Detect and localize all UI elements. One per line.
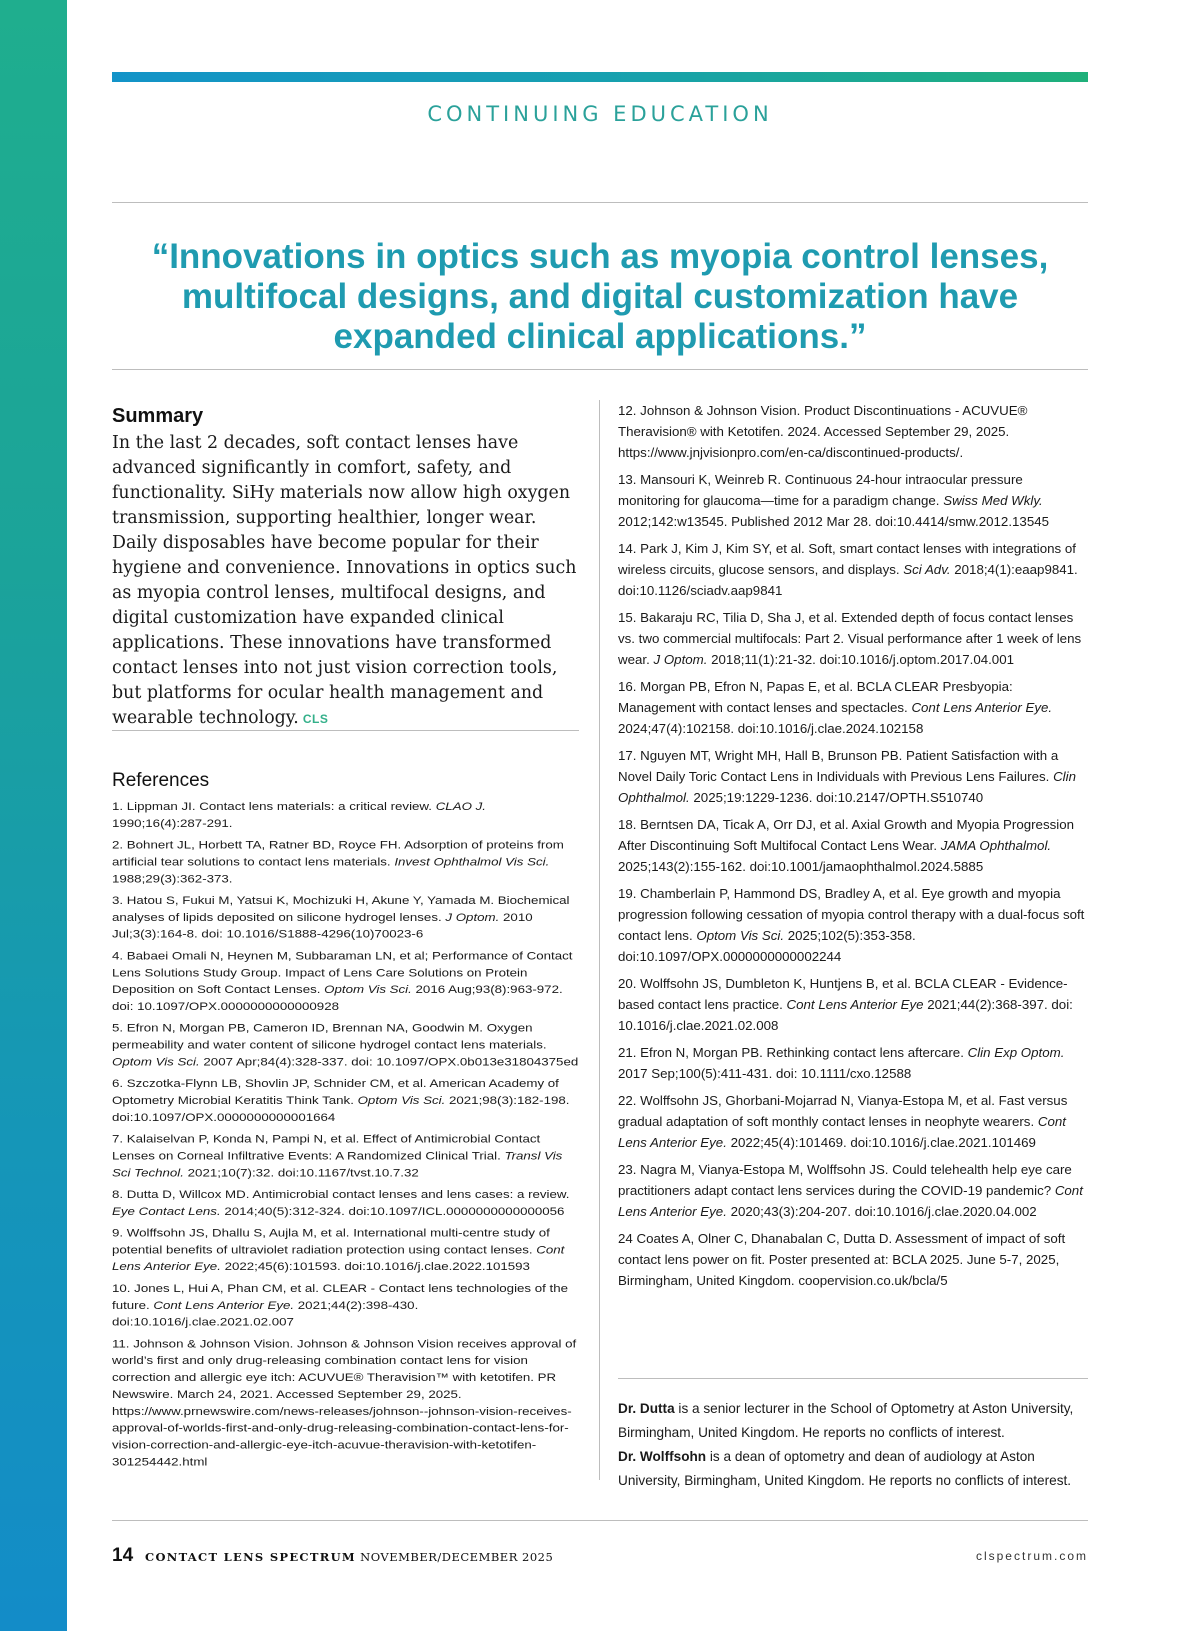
column-divider [599,400,600,1480]
reference-text: 14. Park J, Kim J, Kim SY, et al. Soft, smart contact lenses with integrations of wireless circuits, glucose sensors, and displays. [618,541,1076,577]
pull-quote: “Innovations in optics such as myopia control lenses, multifocal designs, and digital customization have expanded clinical applications.” [151,237,1049,356]
reference-details: 2025;143(2):155-162. doi:10.1001/jamaophthalmol.2024.5885 [618,859,984,874]
reference-journal: Optom Vis Sci. [112,1055,200,1068]
reference-journal: Swiss Med Wkly. [943,493,1043,508]
reference-text: 5. Efron N, Morgan PB, Cameron ID, Brennan NA, Goodwin M. Oxygen permeability and water content of silicone hydrogel contact lens materials. [112,1022,547,1051]
reference-item [618,1090,1088,1153]
reference-journal: Cont Lens Anterior Eye. [618,1114,1066,1150]
reference-item [112,837,579,888]
reference-text: 4. Babaei Omali N, Heynen M, Subbaraman LN, et al; Performance of Contact Lens Solutions Study Group. Impact of Lens Care Solutions on Protein Deposition on Soft Contact Lenses. [112,949,573,996]
reference-text: 20. Wolffsohn JS, Dumbleton K, Huntjens B, et al. BCLA CLEAR - Evidence-based contact lens practice. [618,976,1068,1012]
footer-website: clspectrum.com [975,1549,1088,1563]
reference-text: 24 Coates A, Olner C, Dhanabalan C, Dutta D. Assessment of impact of soft contact lens power on fit. Poster presented at: BCLA 2025. June 5-7, 2025, Birmingham, United Kingdom. coopervision.co.uk/bcla/5 [618,1231,1066,1288]
reference-text: 2. Bohnert JL, Horbett TA, Ratner BD, Royce FH. Adsorption of proteins from artificial tear solutions to contact lens materials. [112,838,564,868]
reference-journal: Cont Lens Anterior Eye. [153,1299,295,1312]
divider-top [112,202,1088,203]
divider-bio-top [618,1378,1088,1379]
issue-date: NOVEMBER/DECEMBER 2025 [360,1550,554,1564]
reference-details: 2014;40(5):312-324. doi:10.1097/ICL.0000000000000056 [220,1205,565,1218]
reference-journal: Sci Adv. [903,562,951,577]
reference-item [112,1335,579,1470]
reference-item [618,676,1088,739]
reference-item [112,1224,579,1275]
reference-details: 2012;142:w13545. Published 2012 Mar 28. doi:10.4414/smw.2012.13545 [618,514,1049,529]
reference-item [112,798,579,832]
reference-journal: JAMA Ophthalmol. [940,838,1052,853]
reference-item [618,973,1088,1036]
reference-item [112,1130,579,1181]
reference-details: 2025;102(5):353-358. doi:10.1097/OPX.0000000000002244 [618,928,916,964]
reference-item [618,469,1088,532]
reference-text: 3. Hatou S, Fukui M, Yatsui K, Mochizuki H, Akune Y, Yamada M. Biochemical analyses of lipids deposited on silicone hydrogel lenses. [112,894,570,924]
reference-text: 1. Lippman JI. Contact lens materials: a critical review. [112,800,436,813]
reference-text: 17. Nguyen MT, Wright MH, Hall B, Brunson PB. Patient Satisfaction with a Novel Daily Toric Contact Lens in Individuals with Previous Lens Failures. [618,748,1059,784]
reference-journal: Optom Vis Sci. [696,928,785,943]
reference-item [618,1228,1088,1291]
divider-quote-bottom [112,369,1088,370]
magazine-name: CONTACT LENS SPECTRUM [145,1550,356,1564]
reference-item [112,1186,579,1220]
reference-item [112,1075,579,1126]
reference-details: 2007 Apr;84(4):328-337. doi: 10.1097/OPX.0b013e31804375ed [199,1055,579,1068]
author-name: Dr. Wolffsohn [618,1449,707,1464]
reference-item [618,1042,1088,1084]
reference-text: 7. Kalaiselvan P, Konda N, Pampi N, et al. Effect of Antimicrobial Contact Lenses on Corneal Infiltrative Events: A Randomized Clinical Trial. [112,1132,541,1162]
reference-text: 22. Wolffsohn JS, Ghorbani-Mojarrad N, Vianya-Estopa M, et al. Fast versus gradual adaptation of soft monthly contact lenses in neophyte wearers. [618,1093,1068,1129]
summary-title: Summary [112,405,204,427]
reference-text: 10. Jones L, Hui A, Phan CM, et al. CLEAR - Contact lens technologies of the future. [112,1282,569,1312]
reference-details: 2018;11(1):21-32. doi:10.1016/j.optom.2017.04.001 [707,652,1014,667]
reference-details: 2018;4(1):eaap9841. doi:10.1126/sciadv.aap9841 [618,562,1078,598]
reference-item [112,1280,579,1331]
reference-text: 21. Efron N, Morgan PB. Rethinking contact lens aftercare. [618,1045,968,1060]
reference-details: 2020;43(3):204-207. doi:10.1016/j.clae.2020.04.002 [726,1204,1037,1219]
reference-journal: J Optom. [445,911,500,924]
reference-text: 8. Dutta D, Willcox MD. Antimicrobial contact lenses and lens cases: a review. [112,1188,570,1201]
reference-journal: Transl Vis Sci Technol. [112,1149,563,1179]
author-bio [618,1397,1088,1445]
reference-journal: Eye Contact Lens. [112,1205,221,1218]
reference-text: 13. Mansouri K, Weinreb R. Continuous 24-hour intraocular pressure monitoring for glaucoma—time for a paradigm change. [618,472,1023,508]
section-label: CONTINUING EDUCATION [427,102,773,126]
reference-item [618,1159,1088,1222]
reference-journal: Optom Vis Sci. [324,983,412,996]
reference-text: 16. Morgan PB, Efron N, Papas E, et al. BCLA CLEAR Presbyopia: Management with contact lenses and spectacles. [618,679,1013,715]
reference-journal: Cont Lens Anterior Eye. [112,1243,565,1273]
reference-details: 2022;45(4):101469. doi:10.1016/j.clae.2021.101469 [726,1135,1036,1150]
reference-item [618,607,1088,670]
author-bios [618,1397,1088,1493]
summary-body [112,431,582,732]
reference-item [112,947,579,1014]
reference-details: 2021;10(7):32. doi:10.1167/tvst.10.7.32 [183,1166,419,1179]
reference-journal: Optom Vis Sci. [357,1094,446,1107]
reference-details: 2021;44(2):368-397. doi: 10.1016/j.clae.2021.02.008 [618,997,1073,1033]
reference-journal: CLAO J. [435,800,486,813]
reference-item [618,814,1088,877]
reference-details: 2022;45(6):101593. doi:10.1016/j.clae.2022.101593 [220,1260,530,1273]
references-column-left [112,798,579,1475]
author-description: is a senior lecturer in the School of Optometry at Aston University, Birmingham, United Kingdom. He reports no conflicts of interest. [618,1401,1074,1440]
reference-text: 12. Johnson & Johnson Vision. Product Discontinuations - ACUVUE® Theravision® with Ketotifen. 2024. Accessed September 29, 2025. https://www.jnjvisionpro.com/en-ca/discontinued-products/. [618,403,1028,460]
reference-item [618,745,1088,808]
reference-details: 2017 Sep;100(5):411-431. doi: 10.1111/cxo.12588 [618,1066,912,1081]
cls-end-mark: CLS [302,712,329,726]
reference-journal: Clin Ophthalmol. [618,769,1076,805]
reference-details: 1988;29(3):362-373. [112,872,233,885]
reference-details: 2024;47(4):102158. doi:10.1016/j.clae.2024.102158 [618,721,924,736]
reference-text: 18. Berntsen DA, Ticak A, Orr DJ, et al. Axial Growth and Myopia Progression After Discontinuing Soft Multifocal Contact Lens Wear. [618,817,1074,853]
reference-text: 23. Nagra M, Vianya-Estopa M, Wolffsohn JS. Could telehealth help eye care practitioners adapt contact lens services during the COVID-19 pandemic? [618,1162,1072,1198]
author-description: is a dean of optometry and dean of audiology at Aston University, Birmingham, United Kingdom. He reports no conflicts of interest. [618,1449,1072,1488]
reference-journal: Clin Exp Optom. [967,1045,1065,1060]
references-title: References [112,770,210,791]
reference-item [618,538,1088,601]
reference-text: 11. Johnson & Johnson Vision. Johnson & Johnson Vision receives approval of world’s first and only drug-releasing combination contact lens for vision correction and allergic eye itch: ACUVUE® Theravision™ with ketotifen. PR Newswire. March 24, 2021. Accessed September 29, 2025. https://www.prnewswire.com/news-releases/johnson--johnson-vision-receives-approval-of-worlds-first-and-only-drug-releasing-combination-contact-lens-for-vision-correction-and-allergic-eye-itch-acuvue-theravision-with-ketotifen-301254442.html [112,1337,577,1468]
reference-details: 2016 Aug;93(8):963-972. doi: 10.1097/OPX.0000000000000928 [112,983,563,1013]
reference-item [618,400,1088,463]
reference-journal: Cont Lens Anterior Eye [786,997,924,1012]
reference-item [618,883,1088,967]
page-number: 14 [112,1545,134,1566]
references-column-right [618,400,1088,1297]
reference-journal: J Optom. [653,652,708,667]
divider-summary-bottom [112,730,579,731]
reference-details: 2025;19:1229-1236. doi:10.2147/OPTH.S510740 [689,790,984,805]
reference-item [112,1020,579,1071]
header-gradient-rule [112,72,1088,82]
reference-details: 2021;98(3):182-198. doi:10.1097/OPX.0000000000001664 [112,1094,570,1124]
reference-item [112,892,579,943]
side-color-bar [0,0,67,1631]
reference-details: 2010 Jul;3(3):164-8. doi: 10.1016/S1888-4296(10)70023-6 [112,911,533,941]
summary-text: In the last 2 decades, soft contact lenses have advanced significantly in comfort, safety, and functionality. SiHy materials now allow high oxygen transmission, supporting healthier, longer wear. Daily disposables have become popular for their hygiene and convenience. Innovations in optics such as myopia control lenses, multifocal designs, and digital customization have expanded clinical applications. These innovations have transformed contact lenses into not just vision correction tools, but platforms for ocular health management and wearable technology. [112,433,577,728]
reference-text: 6. Szczotka-Flynn LB, Shovlin JP, Schnider CM, et al. American Academy of Optometry Microbial Keratitis Think Tank. [112,1077,559,1107]
author-bio [618,1445,1088,1493]
reference-text: 9. Wolffsohn JS, Dhallu S, Aujla M, et al. International multi-centre study of potential benefits of ultraviolet radiation protection using contact lenses. [112,1226,550,1256]
reference-details: 2021;44(2):398-430. doi:10.1016/j.clae.2021.02.007 [112,1299,419,1329]
footer-magazine [145,1550,553,1564]
reference-journal: Invest Ophthalmol Vis Sci. [394,855,550,868]
reference-text: 19. Chamberlain P, Hammond DS, Bradley A, et al. Eye growth and myopia progression following cessation of myopia control therapy with a dual-focus soft contact lens. [618,886,1085,943]
divider-footer [112,1520,1088,1521]
author-name: Dr. Dutta [618,1401,675,1416]
reference-text: 15. Bakaraju RC, Tilia D, Sha J, et al. Extended depth of focus contact lenses vs. two commercial multifocals: Part 2. Visual performance after 1 week of lens wear. [618,610,1082,667]
reference-journal: Cont Lens Anterior Eye. [618,1183,1083,1219]
reference-journal: Cont Lens Anterior Eye. [911,700,1053,715]
reference-details: 1990;16(4):287-291. [112,817,233,830]
